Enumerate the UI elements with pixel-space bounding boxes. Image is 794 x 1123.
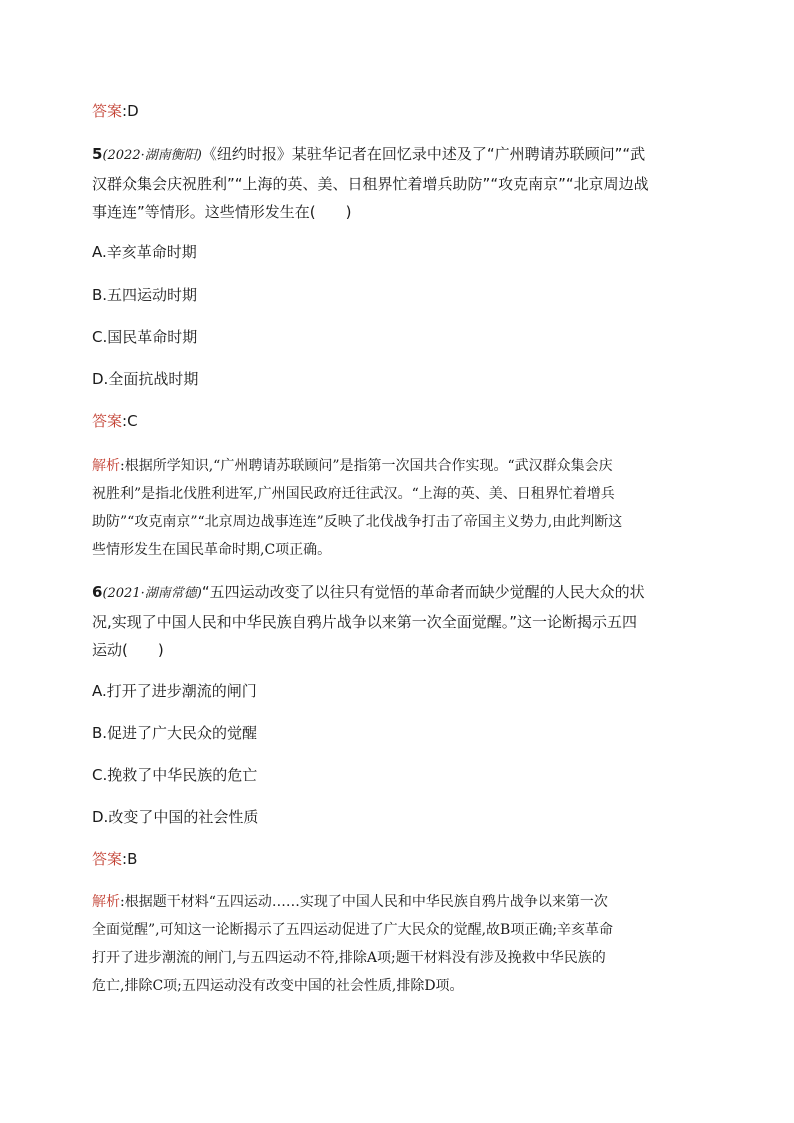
answer-q5 — [92, 410, 138, 432]
q6-option-b: B.促进了广大民众的觉醒 — [92, 724, 258, 742]
analysis-q5 — [92, 452, 712, 564]
q5-option-c: C.国民革命时期 — [92, 328, 198, 346]
analysis-line-2: 祝胜利”是指北伐胜利进军,广州国民政府迁往武汉。“上海的英、美、日租界忙着增兵 — [92, 486, 615, 502]
question-6-line-3: 运动( ) — [92, 641, 164, 659]
question-5 — [92, 140, 712, 226]
q6-option-d: D.改变了中国的社会性质 — [92, 808, 259, 826]
q6-option-a: A.打开了进步潮流的闸门 — [92, 682, 257, 700]
question-6-line-2: 况,实现了中国人民和中华民族自鸦片战争以来第一次全面觉醒。”这一论断揭示五四 — [92, 613, 638, 631]
answer-label: 答案 — [92, 850, 123, 868]
question-number: 5 — [92, 145, 103, 163]
question-6-line-1 — [92, 578, 712, 608]
analysis-line-1: 解析:根据所学知识,“广州聘请苏联顾问”是指第一次国共合作实现。“武汉群众集会庆 — [92, 458, 613, 474]
question-5-line-3: 事连连”等情形。这些情形发生在( ) — [92, 203, 352, 221]
question-source: (2021·湖南常德) — [102, 586, 202, 601]
analysis-line-4: 危亡,排除C项;五四运动没有改变中国的社会性质,排除D项。 — [92, 978, 464, 994]
analysis-label: 解析 — [92, 894, 120, 910]
q5-option-d: D.全面抗战时期 — [92, 370, 199, 388]
question-5-line-1 — [92, 140, 712, 170]
answer-q6 — [92, 848, 137, 870]
analysis-line-1: 解析:根据题干材料“五四运动……实现了中国人民和中华民族自鸦片战争以来第一次 — [92, 894, 608, 910]
question-6 — [92, 578, 712, 664]
q6-option-c: C.挽救了中华民族的危亡 — [92, 766, 258, 784]
analysis-line-4: 些情形发生在国民革命时期,C项正确。 — [92, 542, 332, 558]
answer-value: :D — [122, 102, 139, 120]
analysis-line-3: 打开了进步潮流的闸门,与五四运动不符,排除A项;题干材料没有涉及挽救中华民族的 — [92, 950, 606, 966]
question-number: 6 — [92, 583, 103, 601]
q5-option-b: B.五四运动时期 — [92, 286, 198, 304]
analysis-line-2: 全面觉醒”,可知这一论断揭示了五四运动促进了广大民众的觉醒,故B项正确;辛亥革命 — [92, 922, 614, 938]
analysis-label: 解析 — [92, 458, 120, 474]
answer-q4 — [92, 100, 139, 122]
answer-label: 答案 — [92, 102, 123, 120]
question-5-line-2: 汉群众集会庆祝胜利”“上海的英、美、日租界忙着增兵助防”“攻克南京”“北京周边战 — [92, 175, 649, 193]
analysis-line-3: 助防”“攻克南京”“北京周边战事连连”反映了北伐战争打击了帝国主义势力,由此判断这 — [92, 514, 623, 530]
answer-value: :B — [122, 850, 138, 868]
answer-value: :C — [122, 412, 138, 430]
question-text: 《纽约时报》某驻华记者在回忆录中述及了“广州聘请苏联顾问”“武 — [201, 145, 646, 163]
answer-label: 答案 — [92, 412, 123, 430]
question-source: (2022·湖南衡阳) — [102, 148, 202, 163]
analysis-q6 — [92, 888, 712, 1000]
question-text: “五四运动改变了以往只有觉悟的革命者而缺少觉醒的人民大众的状 — [201, 583, 645, 601]
q5-option-a: A.辛亥革命时期 — [92, 243, 197, 261]
